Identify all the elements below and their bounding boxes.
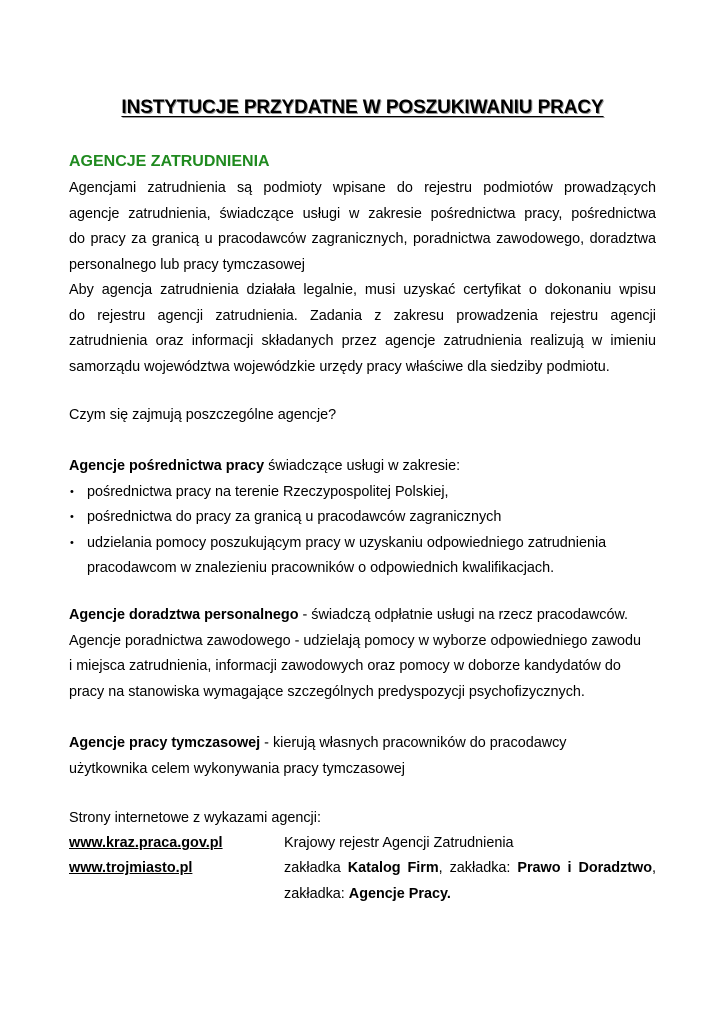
kraz-description: Krajowy rejestr Agencji Zatrudnienia <box>284 835 514 851</box>
websites-intro: Strony internetowe z wykazami agencji: <box>69 810 321 826</box>
posrednictwo-section <box>69 454 656 582</box>
intro-line: do rejestru agencji zatrudnienia. Zadania z zakresu prowadzenia rejestru agencji <box>69 307 656 324</box>
trojmiasto-link[interactable]: www.trojmiasto.pl <box>69 860 193 876</box>
posrednictwo-label: Agencje pośrednictwa pracy <box>69 458 265 474</box>
question-line: Czym się zajmują poszczególne agencje? <box>69 407 337 423</box>
doradztwo-line: Agencje poradnictwa zawodowego - udzielają pomocy w wyborze odpowiedniego zawodu <box>69 632 641 649</box>
posrednictwo-list <box>69 480 656 582</box>
trojmiasto-desc-line: zakładka Katalog Firm, zakładka: Prawo i Doradztwo, <box>284 860 656 876</box>
doradztwo-line: pracy na stanowiska wymagające szczególnych predyspozycji psychofizycznych. <box>69 683 585 700</box>
page-title: INSTYTUCJE PRZYDATNE W POSZUKIWANIU PRACY <box>121 97 604 118</box>
tymczasowa-section <box>69 731 656 782</box>
doradztwo-label: Agencje doradztwa personalnego <box>69 607 299 623</box>
agencje-pracy-label: Agencje Pracy. <box>348 885 451 902</box>
intro-line: Aby agencja zatrudnienia działała legalnie, musi uzyskać certyfikat o dokonaniu wpisu <box>69 282 656 298</box>
section-heading: AGENCJE ZATRUDNIENIA <box>69 153 270 170</box>
bullet-icon: • <box>70 511 74 523</box>
trojmiasto-description <box>284 856 656 907</box>
posrednictwo-intro <box>69 454 656 480</box>
prawo-doradztwo-label: Prawo i Doradztwo <box>517 860 652 876</box>
website-row-kraz <box>69 831 656 857</box>
bullet-icon: • <box>70 536 74 549</box>
intro-line: zatrudnienia oraz informacji składanych przez agencje zatrudnienia realizują w imieniu <box>69 333 656 349</box>
tymczasowa-line: użytkownika celem wykonywania pracy tymczasowej <box>69 760 405 777</box>
tymczasowa-label: Agencje pracy tymczasowej <box>69 735 261 751</box>
intro-line: do pracy za granicą u pracodawców zagranicznych, poradnictwa zawodowego, doradztwa <box>69 231 656 247</box>
kraz-link[interactable]: www.kraz.praca.gov.pl <box>69 835 223 851</box>
doradztwo-section <box>69 603 656 705</box>
list-item-continuation: pracodawcom w znalezieniu pracowników o odpowiednich kwalifikacjach. <box>87 560 555 576</box>
list-item: • pośrednictwa pracy na terenie Rzeczypospolitej Polskiej, <box>69 480 656 506</box>
bullet-icon: • <box>70 485 74 498</box>
list-item: • udzielania pomocy poszukującym pracy w uzyskaniu odpowiedniego zatrudnienia pracodawcom w znalezieniu pracowników o odpowiednich kwalifikacjach. <box>69 531 656 582</box>
trojmiasto-desc-line: zakładka: Agencje Pracy. <box>284 885 451 902</box>
posrednictwo-text: świadczące usługi w zakresie: <box>264 458 461 474</box>
intro-line: samorządu województwa wojewódzkie urzędy pracy właściwe dla siedziby podmiotu. <box>69 358 610 375</box>
doradztwo-line: Agencje doradztwa personalnego - świadczą odpłatnie usługi na rzecz pracodawców. <box>69 607 629 623</box>
intro-line: Agencjami zatrudnienia są podmioty wpisane do rejestru podmiotów prowadzących <box>69 180 656 196</box>
list-item: • pośrednictwa do pracy za granicą u pracodawców zagranicznych <box>69 505 656 531</box>
intro-line: personalnego lub pracy tymczasowej <box>69 256 305 273</box>
website-row-trojmiasto <box>69 856 656 908</box>
intro-paragraph <box>69 176 656 380</box>
intro-line: agencje zatrudnienia, świadczące usługi w zakresie pośrednictwa pracy, pośrednictwa <box>69 205 656 222</box>
tymczasowa-line: Agencje pracy tymczasowej - kierują własnych pracowników do pracodawcy <box>69 735 567 751</box>
katalog-firm-label: Katalog Firm <box>347 860 439 876</box>
doradztwo-line: i miejsca zatrudnienia, informacji zawodowych oraz pomocy w doborze kandydatów do <box>69 658 621 674</box>
